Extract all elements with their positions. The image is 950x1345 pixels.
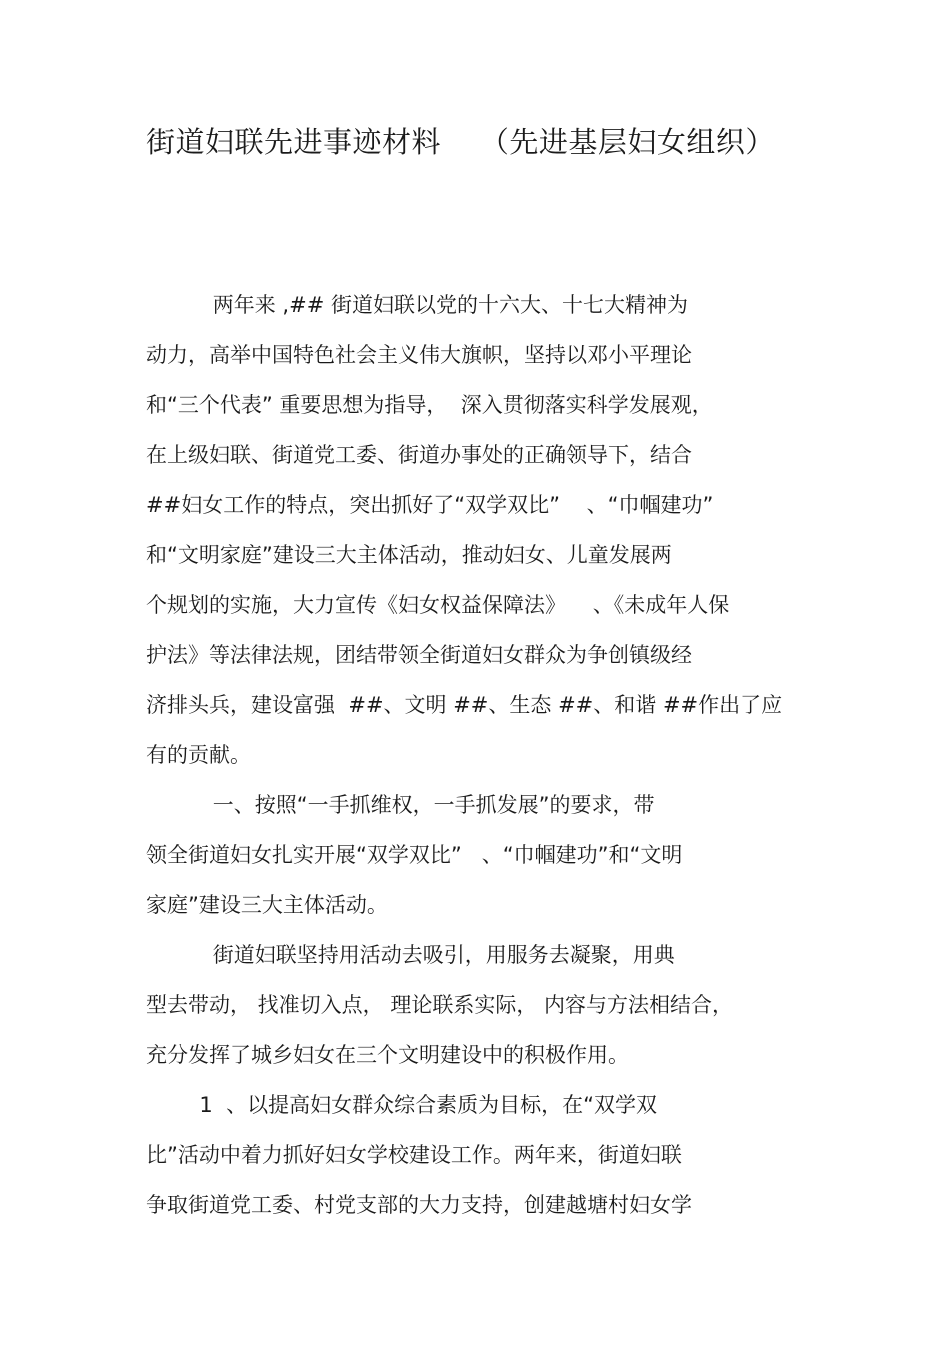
paragraph-line: 和“三个代表” 重要思想为指导， 深入贯彻落实科学发展观， — [146, 393, 713, 417]
paragraph-line: 有的贡献。 — [146, 743, 251, 767]
paragraph-line: 比”活动中着力抓好妇女学校建设工作。两年来，街道妇联 — [146, 1143, 682, 1167]
paragraph-line: 两年来 ,## 街道妇联以党的十六大、十七大精神为 — [146, 293, 688, 317]
paragraph-line: 和“文明家庭”建设三大主体活动，推动妇女、儿童发展两 — [146, 543, 672, 567]
paragraph-line: 个规划的实施，大力宣传《妇女权益保障法》 、《未成年人保 — [146, 593, 730, 617]
document-title: 街道妇联先进事迹材料 （先进基层妇女组织） — [146, 125, 775, 159]
paragraph-line: 护法》等法律法规，团结带领全街道妇女群众为争创镇级经 — [146, 643, 692, 667]
paragraph-line: 充分发挥了城乡妇女在三个文明建设中的积极作用。 — [146, 1043, 629, 1067]
section-heading-line: 领全街道妇女扎实开展“双学双比” 、“巾帼建功”和“文明 — [146, 843, 683, 867]
paragraph-line: 争取街道党工委、村党支部的大力支持，创建越塘村妇女学 — [146, 1193, 692, 1217]
paragraph-line: 街道妇联坚持用活动去吸引，用服务去凝聚，用典 — [146, 943, 675, 967]
paragraph-line: 在上级妇联、街道党工委、街道办事处的正确领导下，结合 — [146, 443, 692, 467]
paragraph-line: 型去带动， 找准切入点， 理论联系实际， 内容与方法相结合， — [146, 993, 734, 1017]
numbered-item-line: 1 、以提高妇女群众综合素质为目标，在“双学双 — [146, 1093, 657, 1117]
paragraph-line: 动力，高举中国特色社会主义伟大旗帜，坚持以邓小平理论 — [146, 343, 692, 367]
paragraph-line: 济排头兵，建设富强 ##、文明 ##、生态 ##、和谐 ##作出了应 — [146, 693, 783, 717]
section-heading-line: 家庭”建设三大主体活动。 — [146, 893, 388, 917]
section-heading-line: 一、按照“一手抓维权，一手抓发展”的要求，带 — [146, 793, 655, 817]
paragraph-line: ##妇女工作的特点，突出抓好了“双学双比” 、“巾帼建功” — [146, 493, 714, 517]
